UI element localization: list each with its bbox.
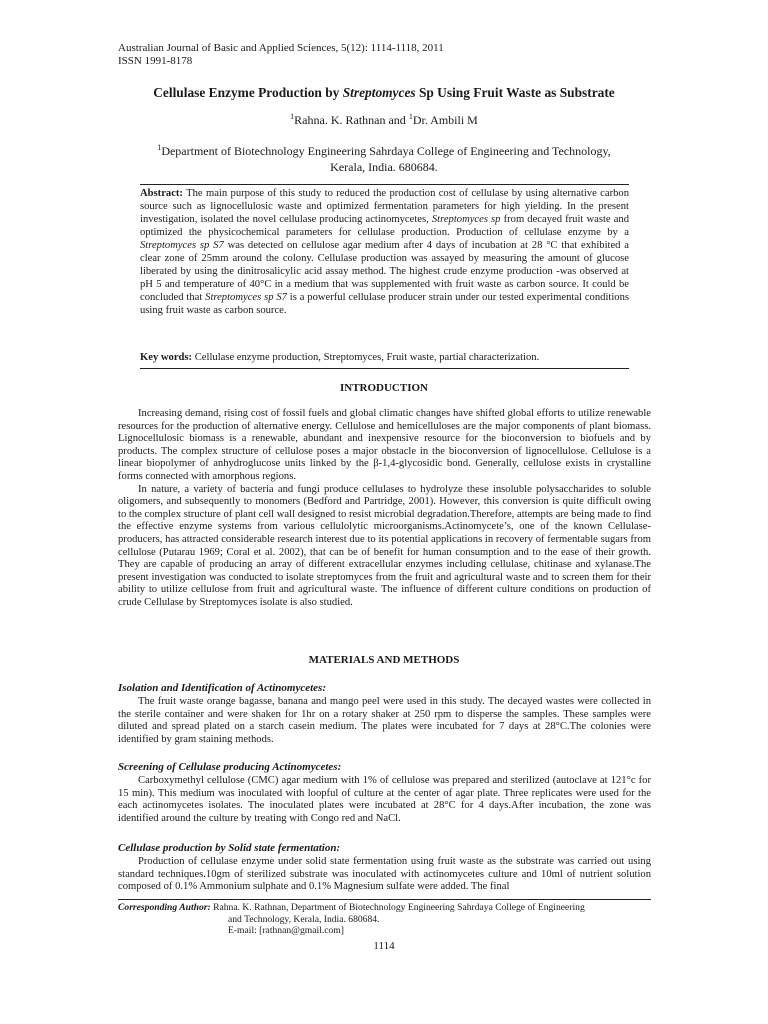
keywords xyxy=(140,351,629,364)
corresponding-email: E-mail: [rathnan@gmail.com] xyxy=(228,925,344,936)
corresponding-line-1: Rahna. K. Rathnan, Department of Biotechnology Engineering Sahrdaya College of Engineering xyxy=(210,902,585,913)
affiliation-mark: 1 xyxy=(157,143,162,152)
journal-citation: Australian Journal of Basic and Applied Sciences, 5(12): 1114-1118, 2011 xyxy=(118,42,444,54)
footnote-rule xyxy=(118,899,651,900)
title-text-1: Cellulase Enzyme Production by xyxy=(153,85,343,100)
corresponding-author xyxy=(118,902,658,937)
abstract-text-2: from decayed fruit waste and optimized the physicochemical parameters for cellulase production. Production of cellulase enzyme by a xyxy=(140,214,629,238)
intro-paragraph-1: Increasing demand, rising cost of fossil fuels and global climatic changes have shifted global efforts to utilize renewable resources for the production of alternative energy. Cellulose and hemicelluloses are the major components of plant biomass. Lignocellulosic biomass is a renewable, abundant and inexpensive resource for the bioconversion to biofuels and by products. The complex structure of cellulose poses a major obstacle in the bioconversion of lignocellulose. Cellulose is a linear biopolymer of anhydroglucose units linked by the β-1,4-glycosidic bond. Generally, cellulose exists in crystalline forms connected with amorphous regions. xyxy=(118,408,651,482)
abstract-species-2: Streptomyces sp S7 xyxy=(140,240,224,251)
title-italic: Streptomyces xyxy=(342,85,416,100)
subsection-heading-ssf: Cellulase production by Solid state fermentation: xyxy=(118,842,341,854)
paper-title xyxy=(100,85,668,101)
corresponding-line-2: and Technology, Kerala, India. 680684. xyxy=(228,913,380,925)
abstract-species-1: Streptomyces sp xyxy=(431,214,501,225)
abstract-label: Abstract: xyxy=(140,188,183,199)
abstract-text-3: was detected on cellulose agar medium after 4 days of incubation at 28 °C that exhibited a clear zone of 25mm around the colony. Cellulase production was assayed by measuring the amount of glucose liberated by using the dinitrosalicylic acid assay method. The highest crude enzyme production -was observed at pH 5 and temperature of 40°C in a medium that was supplemented with fruit waste as carbon source. It could be concluded that xyxy=(140,240,629,303)
abstract-text-4: is a powerful cellulase producer strain under our tested experimental conditions using fruit waste as carbon source. xyxy=(140,292,629,316)
ssf-paragraph: Production of cellulase enzyme under solid state fermentation using fruit waste as the substrate was carried out using standard techniques.10gm of sterilized substrate was inoculated with actinomycetes culture and 10ml of nutrient solution composed of 0.1% Ammonium sulphate and 0.1% Magnesium sulfate were added. The final xyxy=(118,856,651,893)
affiliation xyxy=(100,143,668,175)
isolation-paragraph: The fruit waste orange bagasse, banana and mango peel were used in this study. The decayed wastes were collected in the sterile container and were shaken for 1hr on a rotary shaker at 250 rpm to disperse the samples. These samples were diluted and spread plated on a starch casein medium. The plates were incubated for 7 days at 28°C.The colonies were identified by gram staining methods. xyxy=(118,696,651,745)
abstract-text-1: The main purpose of this study to reduced the production cost of cellulase by using alternative carbon source such as lignocellulosic waste and optimized fermentation parameters for high yielding. In the present investigation, isolated the novel cellulase producing actinomycetes, xyxy=(140,188,629,225)
abstract-species-3: Streptomyces sp S7 xyxy=(205,292,287,303)
screening-body xyxy=(118,775,651,825)
abstract-bottom-rule xyxy=(140,368,629,369)
screening-paragraph: Carboxymethyl cellulose (CMC) agar medium with 1% of cellulose was prepared and sterilized (autoclave at 121°c for 15 min). This medium was inoculated with loopful of culture at the center of agar plate. Three replicates were used for the each actinomycetes isolates. The inoculated plates were incubated at 28°C for 4 days.After incubation, the zone was identified around the culture by treating with Congo red and NaCl. xyxy=(118,775,651,824)
journal-header xyxy=(118,42,444,68)
section-heading-introduction: INTRODUCTION xyxy=(339,382,428,394)
author-2-name: Dr. Ambili M xyxy=(412,113,478,127)
intro-paragraph-2: In nature, a variety of bacteria and fungi produce cellulases to hydrolyze these insoluble polysaccharides to soluble oligomers, and subsequently to monomers (Bedford and Partridge, 2001). However, this conversion is quite difficult owing to the complex structure of plant cell wall designed to resist microbial degradation.Therefore, attempts are being made to find the effective enzyme systems from various cellulolytic microorganisms.Actinomycete’s, one of the known Cellulase-producers, has attracted considerable research interest due to its potential applications in recovery of fermentable sugars from cellulose (Putarau 1969; Coral et al. 2002), that can be of benefit for human consumption and to the ease of their growth. They are capable of producing an array of different extracellular enzymes including cellulase, chitinase and xylanase.The present investigation was conducted to isolate streptomyces from the fruit and agricultural waste and to screen them for their ability to utilize cellulose from fruit and agricultural waste. The influence of different culture conditions on production of crude Cellulase by Streptomyces isolate is also studied. xyxy=(118,483,651,608)
section-heading-methods: MATERIALS AND METHODS xyxy=(308,654,460,666)
introduction-body xyxy=(118,408,651,610)
subsection-heading-screening: Screening of Cellulase producing Actinomycetes: xyxy=(118,761,342,773)
page-number: 1114 xyxy=(373,940,395,952)
keywords-label: Key words: xyxy=(140,352,193,363)
author-1-affil-mark: 1 xyxy=(290,112,295,121)
isolation-body xyxy=(118,696,651,746)
affiliation-line-1: Department of Biotechnology Engineering Sahrdaya College of Engineering and Technology, xyxy=(161,144,611,158)
subsection-heading-isolation: Isolation and Identification of Actinomycetes: xyxy=(118,682,326,694)
corresponding-label: Corresponding Author: xyxy=(118,902,211,913)
abstract xyxy=(140,187,629,317)
affiliation-line-2: Kerala, India. 680684. xyxy=(330,160,438,174)
title-text-2: Sp Using Fruit Waste as Substrate xyxy=(415,85,615,100)
journal-issn: ISSN 1991-8178 xyxy=(118,55,193,67)
author-2-affil-mark: 1 xyxy=(408,112,413,121)
abstract-top-rule xyxy=(140,184,629,185)
ssf-body xyxy=(118,856,651,894)
author-list xyxy=(100,113,668,128)
keywords-text: Cellulase enzyme production, Streptomyces, Fruit waste, partial characterization. xyxy=(192,352,540,363)
author-1-name: Rahna. K. Rathnan and xyxy=(294,113,409,127)
